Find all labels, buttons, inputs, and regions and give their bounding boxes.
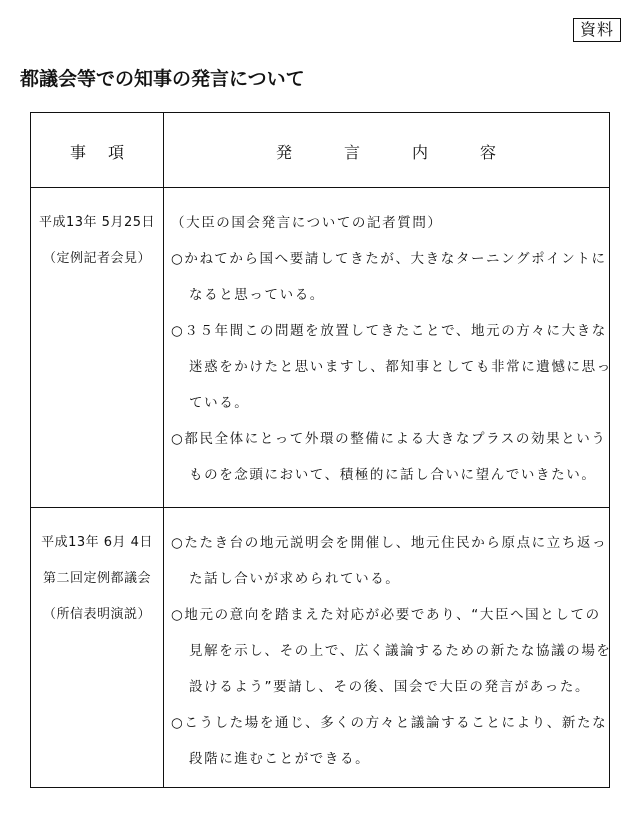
statement-line: なると思っている。 xyxy=(189,287,325,303)
statement-line: ○たたき台の地元説明会を開催し、地元住民から原点に立ち返っ xyxy=(171,535,608,551)
statement-line: 迷惑をかけたと思いますし、都知事としても非常に遺憾に思っ xyxy=(189,359,612,375)
document-stamp: 資料 xyxy=(573,18,621,42)
statement-line: ○３５年間この問題を放置してきたことで、地元の方々に大きな xyxy=(171,323,607,339)
page-title: 都議会等での知事の発言について xyxy=(20,68,305,90)
statement-line: 段階に進むことができる。 xyxy=(189,751,371,767)
header-content: 発言内容 xyxy=(275,142,548,162)
header-item: 事項 xyxy=(69,142,146,162)
row-event: （定例記者会見） xyxy=(42,251,151,266)
statement-line: ものを念頭において、積極的に話し合いに望んでいきたい。 xyxy=(189,467,597,483)
statement-line: た話し合いが求められている。 xyxy=(189,571,401,587)
statement-line: ○こうした場を通じ、多くの方々と議論することにより、新たな xyxy=(171,715,608,731)
statement-table xyxy=(30,112,610,788)
statement-line: 設けるよう”要請し、その後、国会で大臣の発言があった。 xyxy=(189,679,591,695)
statement-line: 見解を示し、その上で、広く議論するための新たな協議の場を xyxy=(189,643,612,659)
statement-line: ている。 xyxy=(189,395,250,411)
statement-line: ○地元の意向を踏まえた対応が必要であり、“大臣へ国としての xyxy=(171,607,601,623)
row-event-detail: （所信表明演説） xyxy=(42,607,151,622)
row-event: 第二回定例都議会 xyxy=(42,571,151,586)
row-date: 平成13年 5月25日 xyxy=(39,215,155,230)
row-date: 平成13年 6月 4日 xyxy=(41,535,153,550)
column-divider xyxy=(163,113,164,787)
row-divider xyxy=(31,507,609,508)
statement-line: ○かねてから国へ要請してきたが、大きなターニングポイントに xyxy=(171,251,607,267)
statement-line: ○都民全体にとって外環の整備による大きなプラスの効果という xyxy=(171,431,607,447)
row-note: （大臣の国会発言についての記者質問） xyxy=(171,215,443,231)
